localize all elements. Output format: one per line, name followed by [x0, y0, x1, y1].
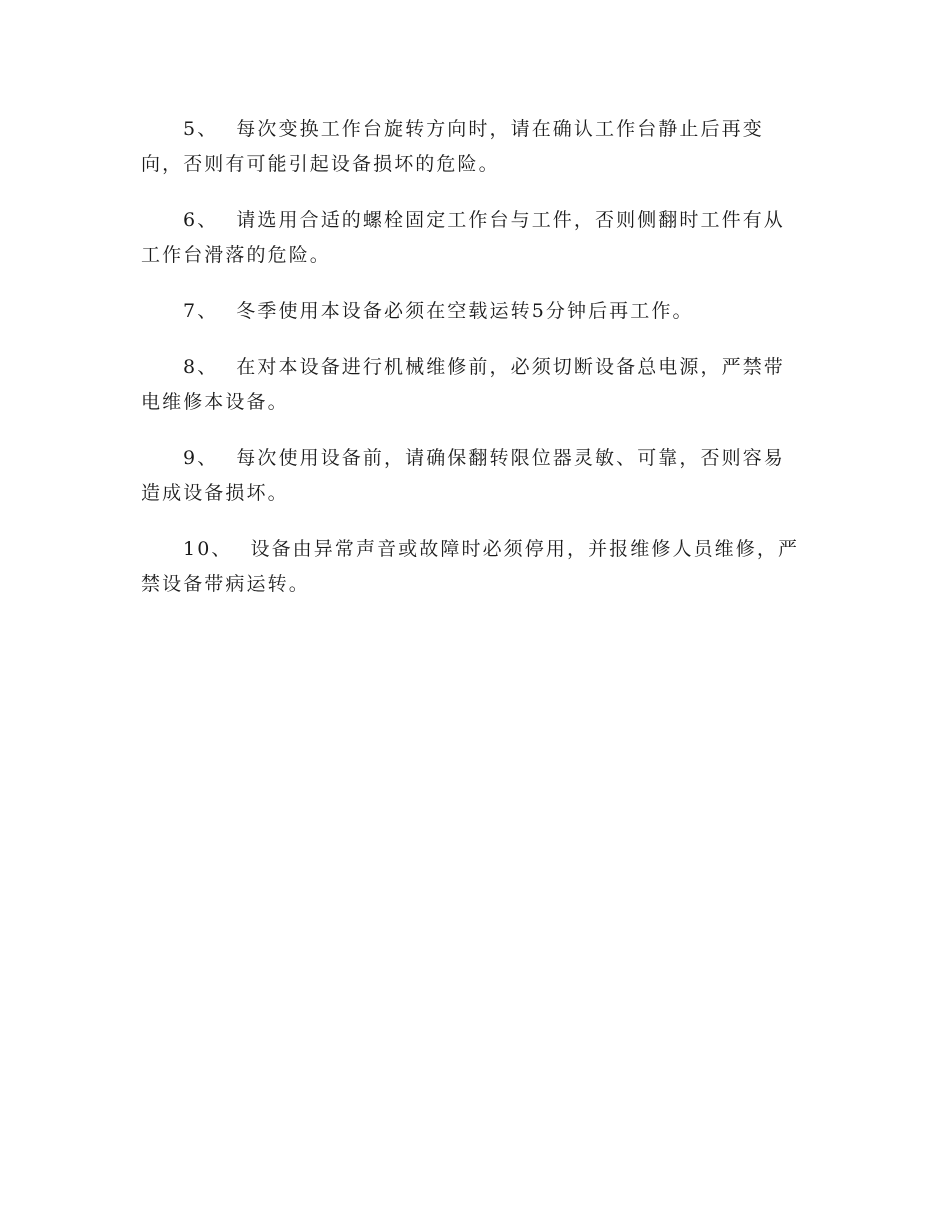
item-text: 每次使用设备前，请确保翻转限位器灵敏、可靠，否则容易造成设备损坏。: [141, 447, 785, 504]
list-item: [141, 441, 801, 511]
item-number: 5、: [183, 118, 219, 140]
item-text: 每次变换工作台旋转方向时，请在确认工作台静止后再变向，否则有可能引起设备损坏的危险。: [141, 118, 764, 175]
item-number: 10、: [183, 538, 233, 560]
item-number: 8、: [183, 356, 219, 378]
list-item: [141, 203, 801, 273]
item-number: 7、: [183, 300, 219, 322]
safety-rules-list: [141, 112, 801, 623]
list-item: [141, 350, 801, 420]
item-number: 6、: [183, 209, 219, 231]
item-text: 请选用合适的螺栓固定工作台与工件，否则侧翻时工件有从工作台滑落的危险。: [141, 209, 785, 266]
list-item: [141, 532, 801, 602]
item-text: 在对本设备进行机械维修前，必须切断设备总电源，严禁带电维修本设备。: [141, 356, 785, 413]
list-item: [141, 294, 801, 329]
item-number: 9、: [183, 447, 219, 469]
item-text: 设备由异常声音或故障时必须停用，并报维修人员维修，严禁设备带病运转。: [141, 538, 800, 595]
item-text: 冬季使用本设备必须在空载运转5分钟后再工作。: [236, 300, 694, 322]
list-item: [141, 112, 801, 182]
